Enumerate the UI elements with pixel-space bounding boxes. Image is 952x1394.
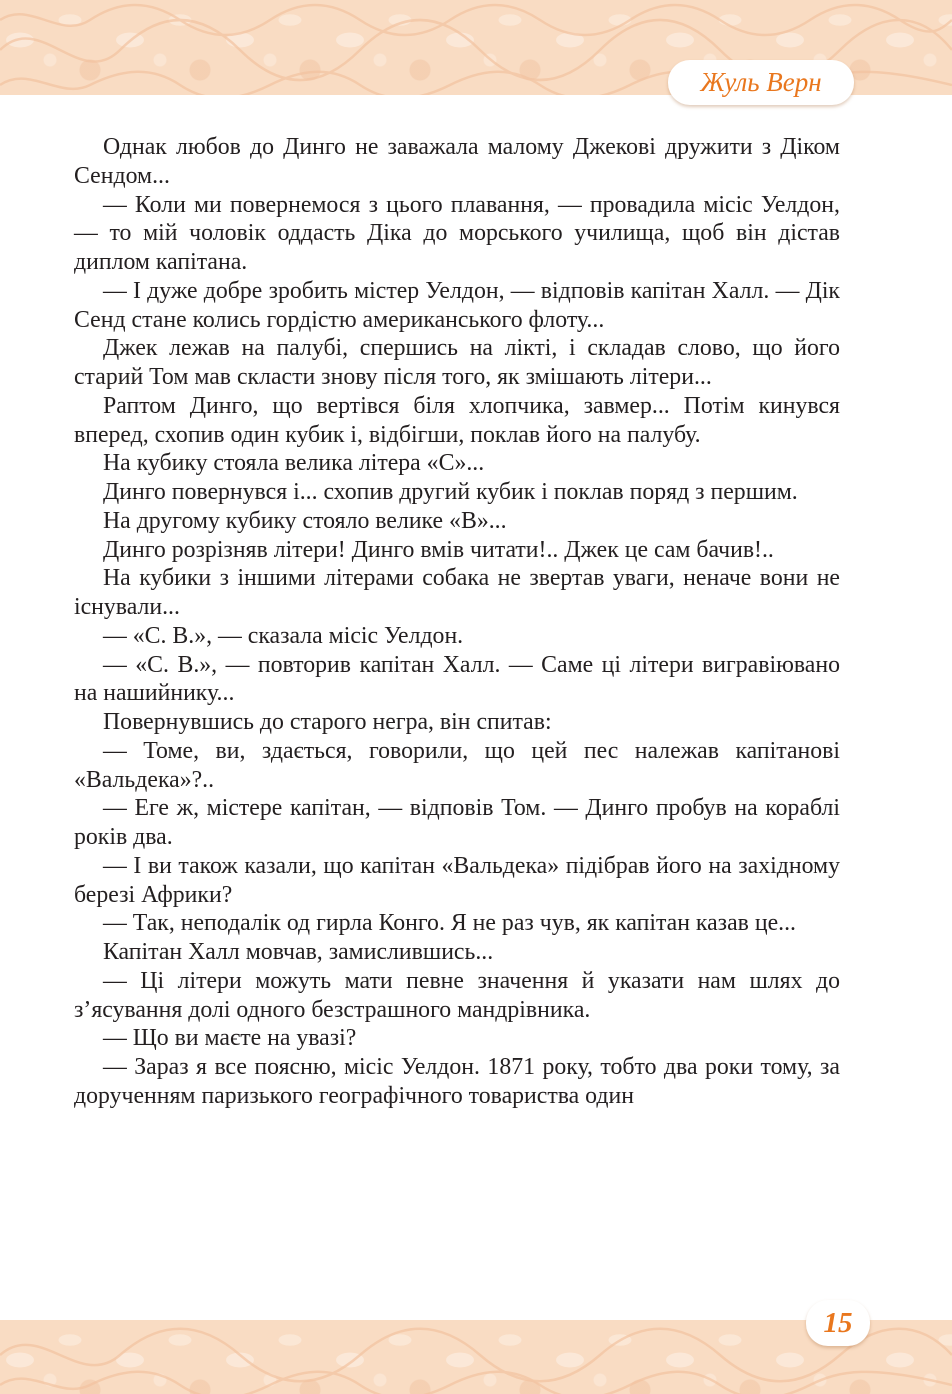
- paragraph: — Що ви маєте на увазі?: [103, 1025, 357, 1052]
- paragraph: Раптом Динго, що вертівся біля хлопчика, завмер... Потім кинувся вперед, схопив один кубик і, відбігши, поклав його на палубу.: [74, 392, 840, 448]
- paragraph: Капітан Халл мовчав, замислившись...: [103, 939, 494, 965]
- paragraph: На кубику стояла велика літера «С»...: [103, 450, 485, 477]
- paragraph: — І дуже добре зробить містер Уелдон, — відповів капітан Халл. — Дік Сенд стане колись гордістю американського флоту...: [74, 277, 840, 333]
- paragraph: Однак любов до Динго не заважала малому Джекові дружити з Діком Сендом...: [74, 134, 840, 189]
- paragraph: — Коли ми повернемося з цього плавання, — провадила місіс Уелдон, — то мій чоловік оддасть Діка до морського училища, щоб він дістав диплом капітана.: [74, 191, 840, 275]
- page-number: 15: [823, 1306, 853, 1339]
- paragraph: — «С. В.», — сказала місіс Уелдон.: [103, 622, 464, 649]
- paragraph: Динго розрізняв літери! Динго вмів читати!.. Джек це сам бачив!..: [103, 536, 774, 563]
- paragraph: Джек лежав на палубі, спершись на лікті, і складав слово, що його старий Том мав скласти знову після того, як змішають літери...: [74, 335, 840, 390]
- author-name: Жуль Верн: [700, 67, 822, 97]
- author-tab: [668, 60, 854, 105]
- page-number-badge: [806, 1300, 870, 1346]
- paragraph: — І ви також казали, що капітан «Вальдека» підібрав його на західному березі Африки?: [74, 852, 840, 908]
- paragraph: Повернувшись до старого негра, він спитав:: [103, 709, 552, 735]
- paragraph: — Еге ж, містере капітан, — відповів Том. — Динго пробув на кораблі років два.: [74, 795, 840, 850]
- paragraph: — Зараз я все поясню, місіс Уелдон. 1871 року, тобто два роки тому, за дорученням паризького географічного товариства один: [74, 1054, 840, 1109]
- paragraph: — Так, неподалік од гирла Конго. Я не раз чув, як капітан казав це...: [103, 910, 796, 937]
- paragraph: — Томе, ви, здається, говорили, що цей пес належав капітанові «Вальдека»?..: [74, 737, 840, 793]
- paragraph: На другому кубику стояло велике «В»...: [103, 507, 507, 534]
- paragraph: — «С. В.», — повторив капітан Халл. — Саме ці літери вигравіювано на нашийнику...: [74, 651, 840, 707]
- paragraph: Динго повернувся і... схопив другий кубик і поклав поряд з першим.: [103, 479, 798, 505]
- body-text: [74, 133, 840, 1111]
- paragraph: — Ці літери можуть мати певне значення й указати нам шлях до з’ясування долі одного безстрашного мандрівника.: [74, 967, 840, 1023]
- paragraph: На кубики з іншими літерами собака не звертав уваги, неначе вони не існували...: [74, 565, 840, 620]
